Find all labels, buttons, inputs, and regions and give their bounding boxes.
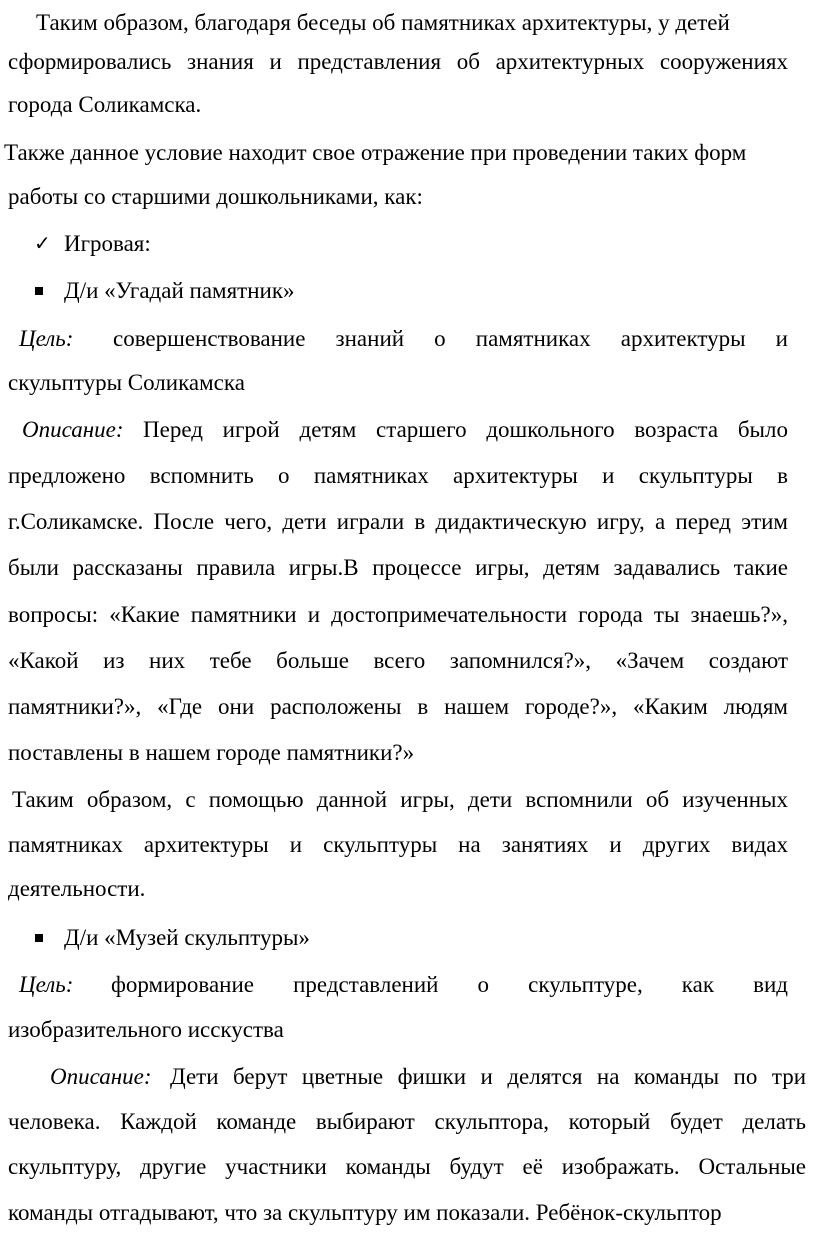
game1-desc-line-8: поставлены в нашем городе памятники?» bbox=[8, 740, 415, 765]
game2-goal-line-2: изобразительного исскуства bbox=[8, 1017, 284, 1042]
game2-goal-line-1: формирование представлений о скульптуре, как вид bbox=[111, 972, 788, 997]
checkmark-icon: ✓ bbox=[34, 233, 51, 255]
game1-desc-line-7: памятники?», «Где они расположены в нашем городе?», «Каким людям bbox=[8, 694, 788, 719]
bullet-square-icon bbox=[35, 934, 43, 942]
game2-desc-line-2: человека. Каждой команде выбирают скульптора, который будет делать bbox=[8, 1109, 806, 1134]
game1-goal-label: Цель: bbox=[19, 326, 74, 351]
game2-desc-line-1: Дети берут цветные фишки и делятся на команды по три bbox=[170, 1064, 806, 1089]
p3-line-1: Таким образом, с помощью данной игры, дети вспомнили об изученных bbox=[12, 787, 788, 812]
game1-goal-line-1: совершенствование знаний о памятниках архитектуры и bbox=[113, 326, 788, 351]
game1-desc-line-4: были рассказаны правила игры.В процессе игры, детям задавались такие bbox=[8, 555, 788, 580]
bullet-square-icon bbox=[35, 287, 43, 295]
game1-desc-line-1: Перед игрой детям старшего дошкольного возраста было bbox=[143, 417, 788, 442]
game1-title: Д/и «Угадай памятник» bbox=[64, 278, 295, 303]
p2-line-1: Также данное условие находит свое отражение при проведении таких форм bbox=[4, 140, 747, 165]
game2-goal-label: Цель: bbox=[19, 972, 74, 997]
game2-desc-line-4: команды отгадывают, что за скульптуру им показали. Ребёнок-скульптор bbox=[8, 1200, 722, 1225]
game1-goal-line-2: скульптуры Соликамска bbox=[8, 370, 245, 395]
p1-line-3: города Соликамска. bbox=[8, 92, 202, 117]
game1-desc-line-3: г.Соликамске. После чего, дети играли в дидактическую игру, а перед этим bbox=[8, 509, 788, 534]
game2-title: Д/и «Музей скульптуры» bbox=[64, 925, 310, 950]
p3-line-2: памятниках архитектуры и скульптуры на занятиях и других видах bbox=[8, 832, 788, 857]
game1-desc-line-2: предложено вспомнить о памятниках архитектуры и скульптуры в bbox=[8, 463, 788, 488]
check-item-label: Игровая: bbox=[64, 231, 151, 256]
p1-line-1: Таким образом, благодаря беседы об памятниках архитектуры, у детей bbox=[36, 10, 730, 35]
game1-desc-label: Описание: bbox=[22, 417, 124, 442]
game2-desc-line-3: скульптуру, другие участники команды будут её изображать. Остальные bbox=[8, 1154, 806, 1179]
game2-desc-label: Описание: bbox=[50, 1064, 152, 1089]
game1-desc-line-5: вопросы: «Какие памятники и достопримечательности города ты знаешь?», bbox=[8, 602, 788, 627]
p2-line-2: работы со старшими дошкольниками, как: bbox=[8, 184, 423, 209]
p1-line-2: сформировались знания и представления об архитектурных сооружениях bbox=[8, 49, 788, 74]
game1-desc-line-6: «Какой из них тебе больше всего запомнился?», «Зачем создают bbox=[8, 648, 788, 673]
p3-line-3: деятельности. bbox=[8, 876, 146, 901]
